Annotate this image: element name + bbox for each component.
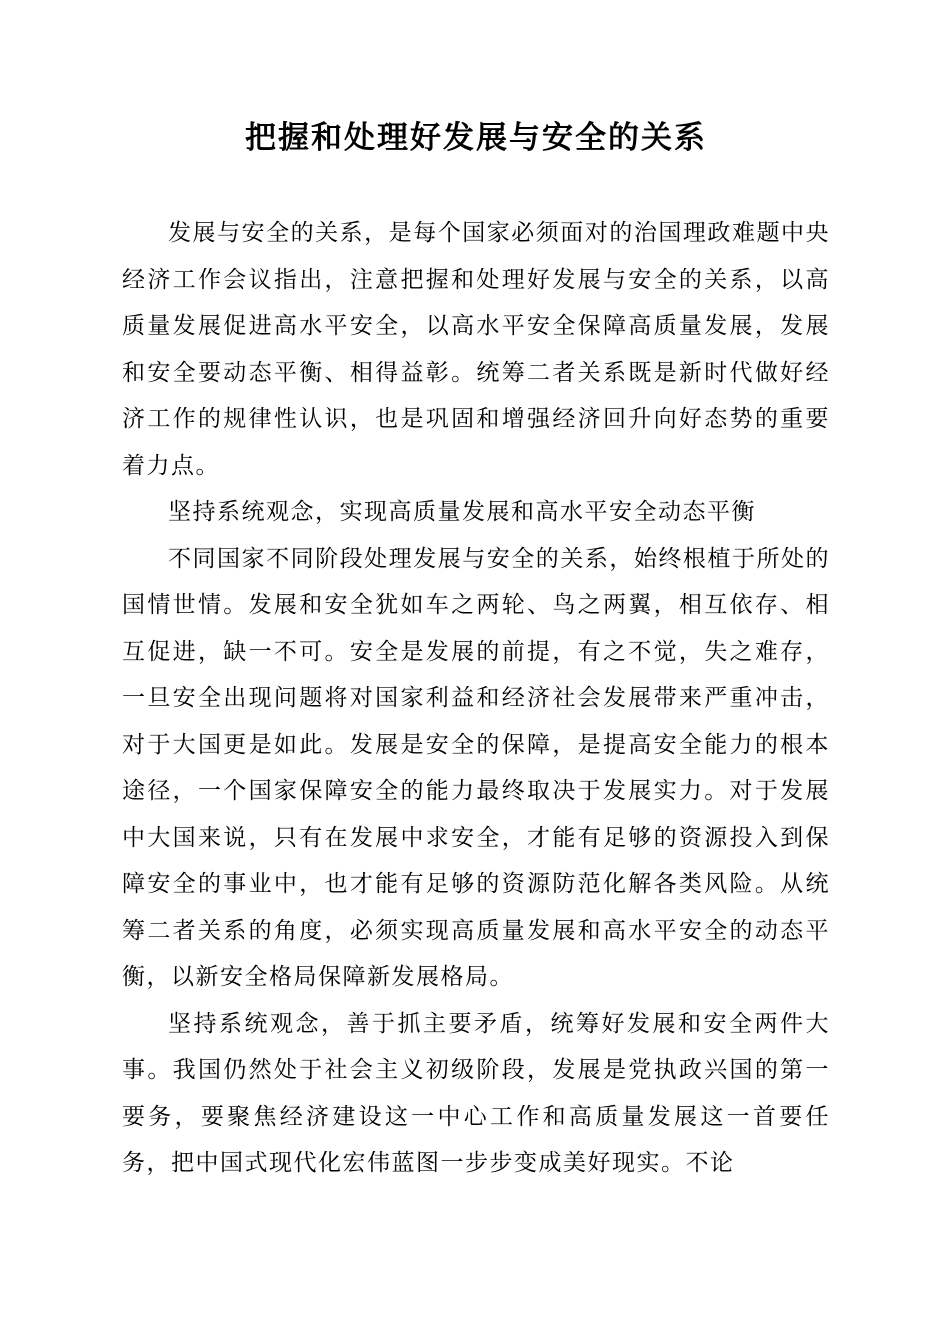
paragraph-intro: 发展与安全的关系，是每个国家必须面对的治国理政难题中央经济工作会议指出，注意把握和处理好发展与安全的关系，以高质量发展促进高水平安全，以高水平安全保障高质量发展，发展和安全要动态平衡、相得益彰。统筹二者关系既是新时代做好经济工作的规律性认识，也是巩固和增强经济回升向好态势的重要着力点。	[122, 220, 830, 478]
paragraph-body-2: 坚持系统观念，善于抓主要矛盾，统筹好发展和安全两件大事。我国仍然处于社会主义初级阶段，发展是党执政兴国的第一要务，要聚焦经济建设这一中心工作和高质量发展这一首要任务，把中国式现代化宏伟蓝图一步步变成美好现实。不论	[122, 1010, 830, 1176]
document-body	[122, 210, 830, 1187]
paragraph-subheading: 坚持系统观念，实现高质量发展和高水平安全动态平衡	[168, 499, 756, 525]
document-title: 把握和处理好发展与安全的关系	[245, 120, 707, 155]
paragraph-body-1: 不同国家不同阶段处理发展与安全的关系，始终根植于所处的国情世情。发展和安全犹如车之两轮、鸟之两翼，相互依存、相互促进，缺一不可。安全是发展的前提，有之不觉，失之难存，一旦安全出现问题将对国家利益和经济社会发展带来严重冲击，对于大国更是如此。发展是安全的保障，是提高安全能力的根本途径，一个国家保障安全的能力最终取决于发展实力。对于发展中大国来说，只有在发展中求安全，才能有足够的资源投入到保障安全的事业中，也才能有足够的资源防范化解各类风险。从统筹二者关系的角度，必须实现高质量发展和高水平安全的动态平衡，以新安全格局保障新发展格局。	[122, 545, 830, 990]
